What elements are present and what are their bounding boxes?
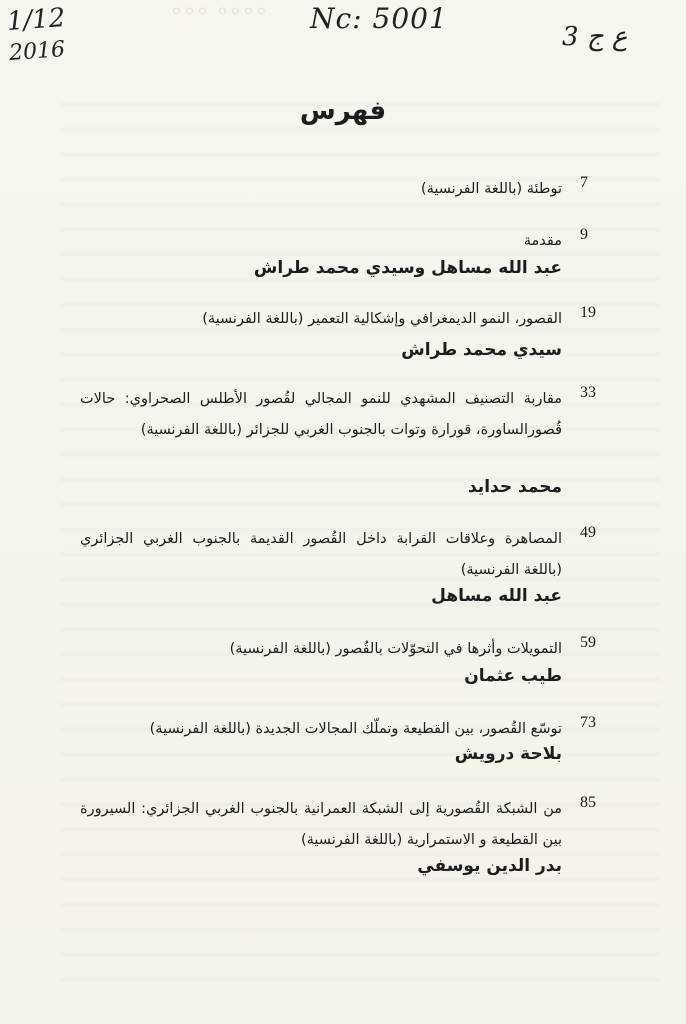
faint-stamp-mark: ◦◦◦ ◦◦◦◦	[170, 0, 268, 25]
handwritten-date	[6, 2, 69, 70]
toc-page-number: 33	[580, 384, 596, 401]
toc-title: مقاربة التصنيف المشهدي للنمو المجالي لقُصور الأطلس الصحراوي: حالات قُصورالساورة، قورارة وتوات بالجنوب الغربي للجزائر (باللغة الفرنسية)	[80, 391, 562, 438]
toc-author: عبد الله مساهل	[431, 586, 562, 606]
toc-author: سيدي محمد طراش	[401, 340, 562, 360]
toc-author: محمد حدايد	[467, 477, 562, 497]
toc-page-number: 7	[580, 174, 588, 191]
toc-author: بدر الدين يوسفي	[417, 856, 562, 876]
toc-title: توطئة (باللغة الفرنسية)	[420, 181, 562, 197]
toc-title: توسّع القُصور، بين القطيعة وتملّك المجالات الجديدة (باللغة الفرنسية)	[149, 721, 562, 737]
toc-page-number: 59	[580, 634, 596, 651]
toc-title: من الشبكة القُصورية إلى الشبكة العمرانية بالجنوب الغربي الجزائري: السيرورة بين القطيعة و الاستمرارية (باللغة الفرنسية)	[80, 801, 562, 848]
toc-author: طيب عثمان	[464, 666, 562, 686]
handwritten-shelf-mark: 3 ع ج	[562, 22, 628, 52]
handwritten-date-line1: 1/12	[5, 3, 67, 38]
handwritten-catalog-number: Nc: 5001	[310, 2, 448, 35]
toc-author: بلاحة درويش	[454, 744, 562, 764]
toc-page-number: 49	[580, 524, 596, 541]
toc-author: عبد الله مساهل وسيدي محمد طراش	[253, 258, 562, 278]
toc-title: القصور، النمو الديمغرافي وإشكالية التعمير (باللغة الفرنسية)	[202, 311, 562, 327]
handwritten-date-line2: 2016	[8, 37, 66, 66]
toc-page-number: 73	[580, 714, 596, 731]
toc-page-number: 19	[580, 304, 596, 321]
toc-title: المصاهرة وعلاقات القرابة داخل القُصور القديمة بالجنوب الغربي الجزائري (باللغة الفرنسية)	[80, 531, 562, 578]
toc-page-number: 9	[580, 226, 588, 243]
toc-title: التمويلات وأثرها في التحوّلات بالقُصور (باللغة الفرنسية)	[229, 641, 562, 657]
page-title: فهرس	[299, 96, 387, 126]
toc-title: مقدمة	[523, 233, 562, 249]
toc-page-number: 85	[580, 794, 596, 811]
